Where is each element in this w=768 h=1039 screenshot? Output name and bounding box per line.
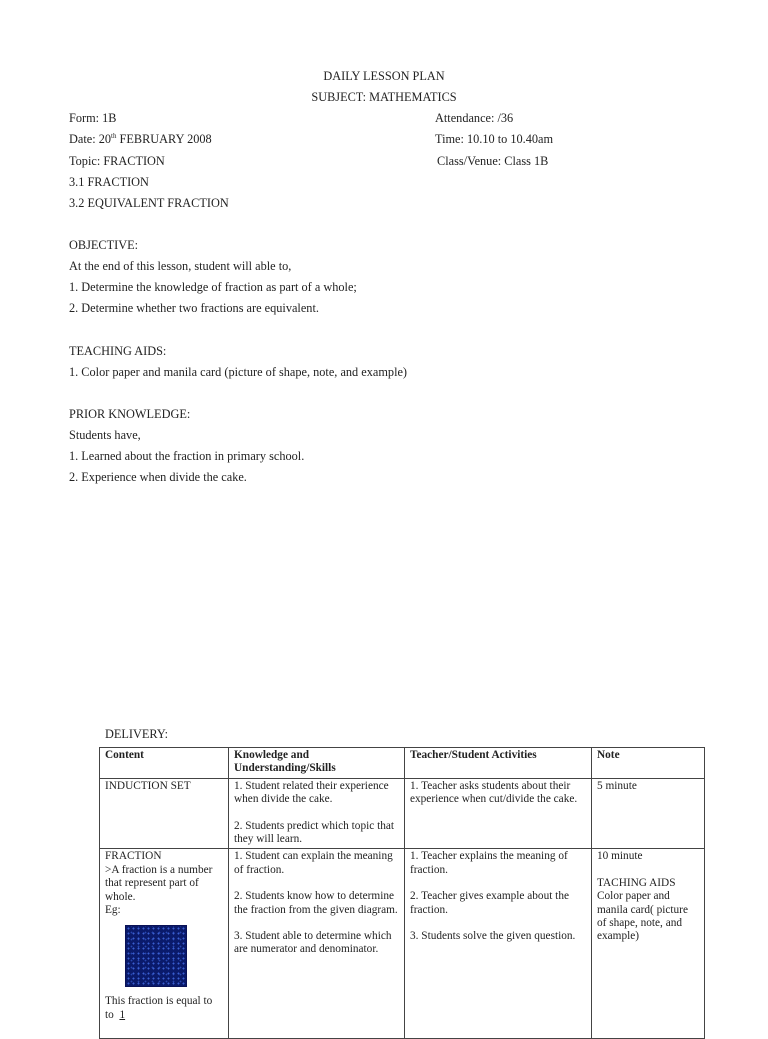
activity-item: 1. Teacher asks students about their experience when cut/divide the cake.: [410, 779, 578, 806]
fraction-numerator: 1: [119, 1008, 126, 1021]
activity-item: 2. Teacher gives example about the fraction.: [410, 890, 569, 916]
attendance-field: Attendance: /36: [435, 111, 514, 125]
activities-cell: [405, 849, 592, 1039]
knowledge-cell: [229, 778, 405, 849]
date-field: [69, 132, 212, 146]
knowledge-item: 2. Students predict which topic that they will learn.: [234, 819, 395, 846]
table-row: [100, 778, 705, 849]
objective-item: 1. Determine the knowledge of fraction as part of a whole;: [69, 280, 357, 294]
content-cell: [100, 849, 229, 1039]
content-description: >A fraction is a number that represent part of whole.: [105, 863, 213, 903]
form-field: Form: 1B: [69, 111, 117, 125]
teaching-aids-heading: TEACHING AIDS:: [69, 344, 167, 358]
knowledge-item: 1. Student related their experience when divide the cake.: [234, 779, 389, 806]
delivery-heading: DELIVERY:: [105, 727, 169, 741]
date-suffix: FEBRUARY 2008: [116, 132, 212, 146]
note-cell: [592, 849, 705, 1039]
knowledge-cell: [229, 849, 405, 1039]
activity-item: 3. Students solve the given question.: [410, 930, 576, 943]
prior-knowledge-item: 1. Learned about the fraction in primary school.: [69, 449, 305, 463]
document-subject: SUBJECT: MATHEMATICS: [311, 90, 457, 104]
note-text: 5 minute: [597, 779, 637, 792]
column-header-activities: Teacher/Student Activities: [405, 748, 592, 779]
knowledge-item: 3. Student able to determine which are numerator and denominator.: [234, 930, 392, 956]
content-cell: [100, 778, 229, 849]
table-header-row: [100, 748, 705, 779]
prior-knowledge-intro: Students have,: [69, 428, 141, 442]
document-title: DAILY LESSON PLAN: [323, 69, 445, 83]
note-time: 10 minute: [597, 850, 643, 863]
column-header-content: Content: [100, 748, 229, 779]
knowledge-item: 2. Students know how to determine the fraction from the given diagram.: [234, 890, 398, 916]
subtopic-2: 3.2 EQUIVALENT FRACTION: [69, 196, 229, 210]
date-superscript: th: [111, 131, 117, 140]
objective-item: 2. Determine whether two fractions are equivalent.: [69, 301, 319, 315]
time-field: Time: 10.10 to 10.40am: [435, 132, 554, 146]
note-aids-title: TACHING AIDS: [597, 876, 676, 889]
note-cell: [592, 778, 705, 849]
content-after-text: This fraction is equal to: [105, 995, 213, 1008]
objective-heading: OBJECTIVE:: [69, 238, 138, 252]
content-title: FRACTION: [105, 850, 162, 863]
venue-field: Class/Venue: Class 1B: [437, 154, 549, 168]
fraction-shape-image: [125, 925, 187, 987]
activity-item: 1. Teacher explains the meaning of fraction.: [410, 850, 568, 876]
fraction-value: to 1: [105, 1008, 126, 1021]
prior-knowledge-item: 2. Experience when divide the cake.: [69, 470, 247, 484]
topic-field: Topic: FRACTION: [69, 154, 165, 168]
subtopic-1: 3.1 FRACTION: [69, 175, 149, 189]
content-example-label: Eg:: [105, 904, 121, 917]
activities-cell: [405, 778, 592, 849]
delivery-table: [99, 747, 705, 1039]
objective-intro: At the end of this lesson, student will able to,: [69, 259, 292, 273]
column-header-knowledge: Knowledge and Understanding/Skills: [229, 748, 405, 779]
prior-knowledge-heading: PRIOR KNOWLEDGE:: [69, 407, 191, 421]
table-row: [100, 849, 705, 1039]
date-prefix: Date: 20: [69, 132, 112, 146]
column-header-note: Note: [592, 748, 705, 779]
note-aids-text: Color paper and manila card( picture of shape, note, and example): [597, 890, 688, 943]
teaching-aids-item: 1. Color paper and manila card (picture of shape, note, and example): [69, 365, 408, 379]
knowledge-item: 1. Student can explain the meaning of fraction.: [234, 850, 393, 876]
content-text: INDUCTION SET: [105, 779, 191, 792]
